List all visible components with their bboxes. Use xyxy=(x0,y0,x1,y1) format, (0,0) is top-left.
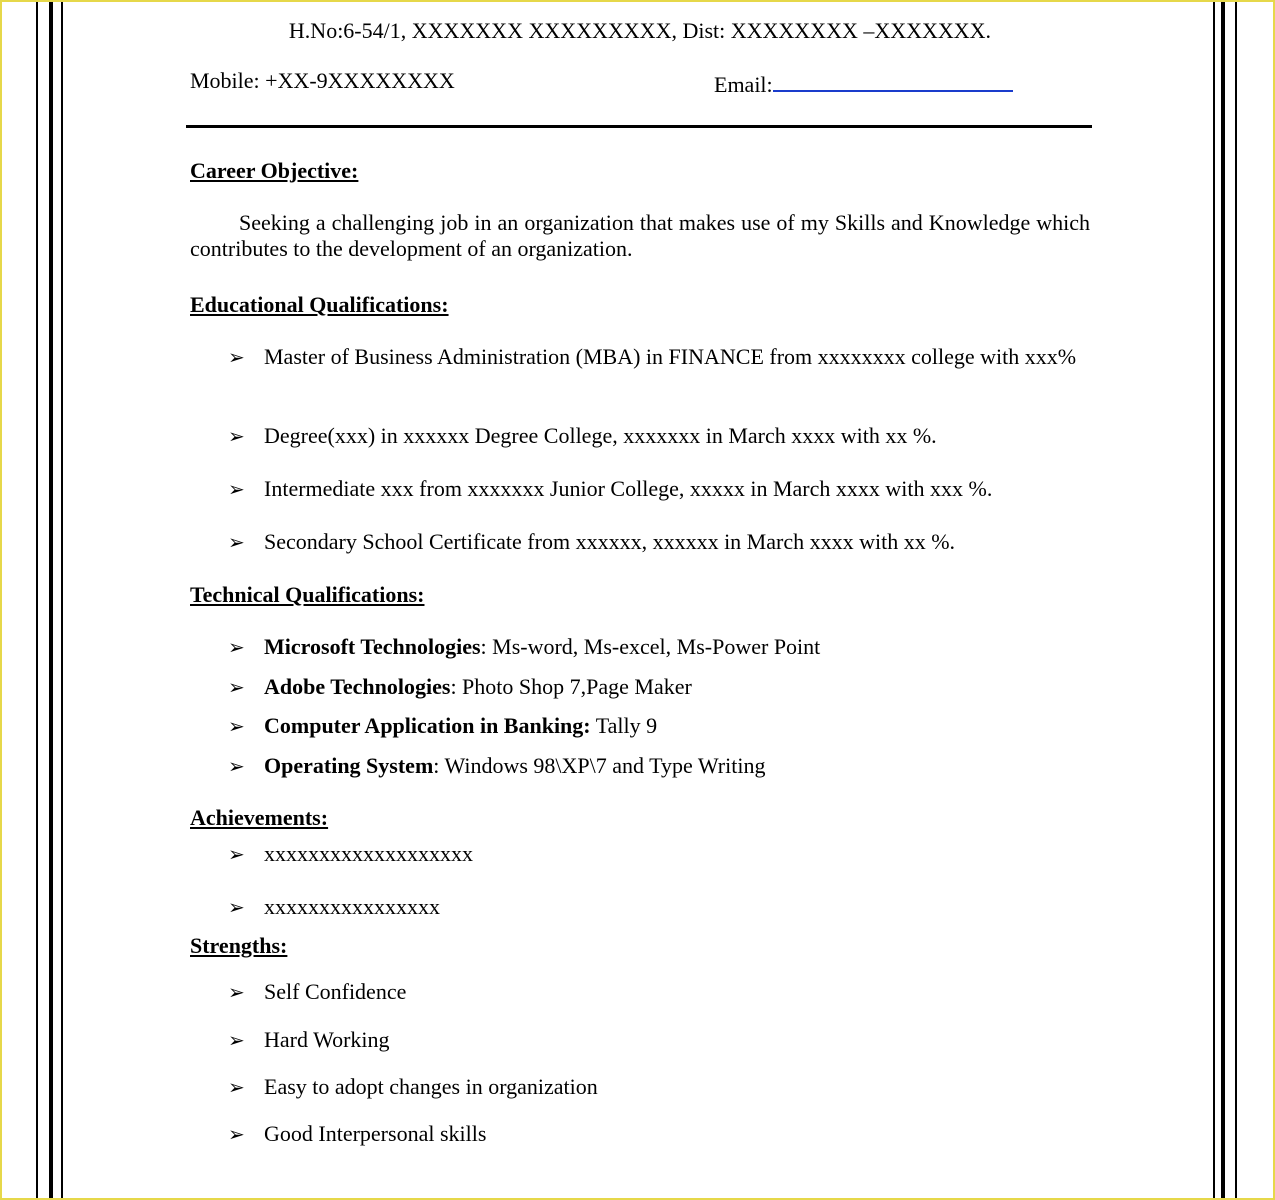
achievement-item: xxxxxxxxxxxxxxxxxxx xyxy=(264,841,473,866)
arrow-bullet-icon: ➢ xyxy=(228,675,245,699)
email-label: Email: xyxy=(714,72,773,97)
education-item: Degree(xxx) in xxxxxx Degree College, xxxxxxx in March xxxx with xx %. xyxy=(264,423,937,448)
left-border-line xyxy=(61,2,63,1198)
career-objective-text: Seeking a challenging job in an organization that makes use of my Skills and Knowledge which contributes to the development of an organization. xyxy=(190,210,1090,261)
arrow-bullet-icon: ➢ xyxy=(228,477,245,501)
achievement-item: xxxxxxxxxxxxxxxx xyxy=(264,894,440,919)
career-objective-heading: Career Objective: xyxy=(190,158,359,183)
technical-item xyxy=(264,753,1090,779)
technical-value: : Windows 98\XP\7 and Type Writing xyxy=(433,753,766,778)
strength-item: Self Confidence xyxy=(264,979,407,1004)
technical-item xyxy=(264,674,1090,700)
left-border-line xyxy=(49,2,53,1198)
education-item: Secondary School Certificate from xxxxxx, xxxxxx in March xxxx with xx %. xyxy=(264,529,956,554)
arrow-bullet-icon: ➢ xyxy=(228,345,245,369)
technical-label: Adobe Technologies xyxy=(264,674,451,699)
strength-item: Good Interpersonal skills xyxy=(264,1121,487,1146)
strength-item: Hard Working xyxy=(264,1027,390,1052)
header-divider xyxy=(186,125,1092,128)
technical-label: Microsoft Technologies xyxy=(264,634,481,659)
education-item: Intermediate xxx from xxxxxxx Junior College, xxxxx in March xxxx with xxx %. xyxy=(264,476,993,501)
technical-value: : Ms-word, Ms-excel, Ms-Power Point xyxy=(480,634,821,659)
arrow-bullet-icon: ➢ xyxy=(228,1075,245,1099)
technical-item xyxy=(264,634,1090,660)
achievements-heading: Achievements: xyxy=(190,805,329,830)
email-link[interactable] xyxy=(773,68,1013,92)
address-line: H.No:6-54/1, XXXXXXX XXXXXXXXX, Dist: XXXXXXXX –XXXXXXX. xyxy=(288,18,992,43)
education-heading: Educational Qualifications: xyxy=(190,292,449,317)
strengths-heading: Strengths: xyxy=(190,933,288,958)
left-border-line xyxy=(36,2,38,1198)
right-border-line xyxy=(1213,2,1215,1198)
arrow-bullet-icon: ➢ xyxy=(228,895,245,919)
technical-heading: Technical Qualifications: xyxy=(190,582,425,607)
arrow-bullet-icon: ➢ xyxy=(228,754,245,778)
arrow-bullet-icon: ➢ xyxy=(228,980,245,1004)
arrow-bullet-icon: ➢ xyxy=(228,635,245,659)
arrow-bullet-icon: ➢ xyxy=(228,714,245,738)
mobile-number: Mobile: +XX-9XXXXXXXX xyxy=(190,68,455,93)
arrow-bullet-icon: ➢ xyxy=(228,530,245,554)
contact-line xyxy=(190,68,1090,98)
right-border-line xyxy=(1235,2,1237,1198)
technical-label: Computer Application in Banking: xyxy=(264,713,591,738)
email-field xyxy=(714,68,1013,98)
strength-item: Easy to adopt changes in organization xyxy=(264,1074,598,1099)
technical-value: : Photo Shop 7,Page Maker xyxy=(450,674,692,699)
right-border-line xyxy=(1221,2,1225,1198)
technical-value: Tally 9 xyxy=(590,713,658,738)
technical-label: Operating System xyxy=(264,753,434,778)
technical-item xyxy=(264,713,1090,739)
education-item: Master of Business Administration (MBA) in FINANCE from xxxxxxxx college with xxx% xyxy=(264,344,1077,369)
arrow-bullet-icon: ➢ xyxy=(228,1028,245,1052)
arrow-bullet-icon: ➢ xyxy=(228,1122,245,1146)
arrow-bullet-icon: ➢ xyxy=(228,424,245,448)
arrow-bullet-icon: ➢ xyxy=(228,842,245,866)
